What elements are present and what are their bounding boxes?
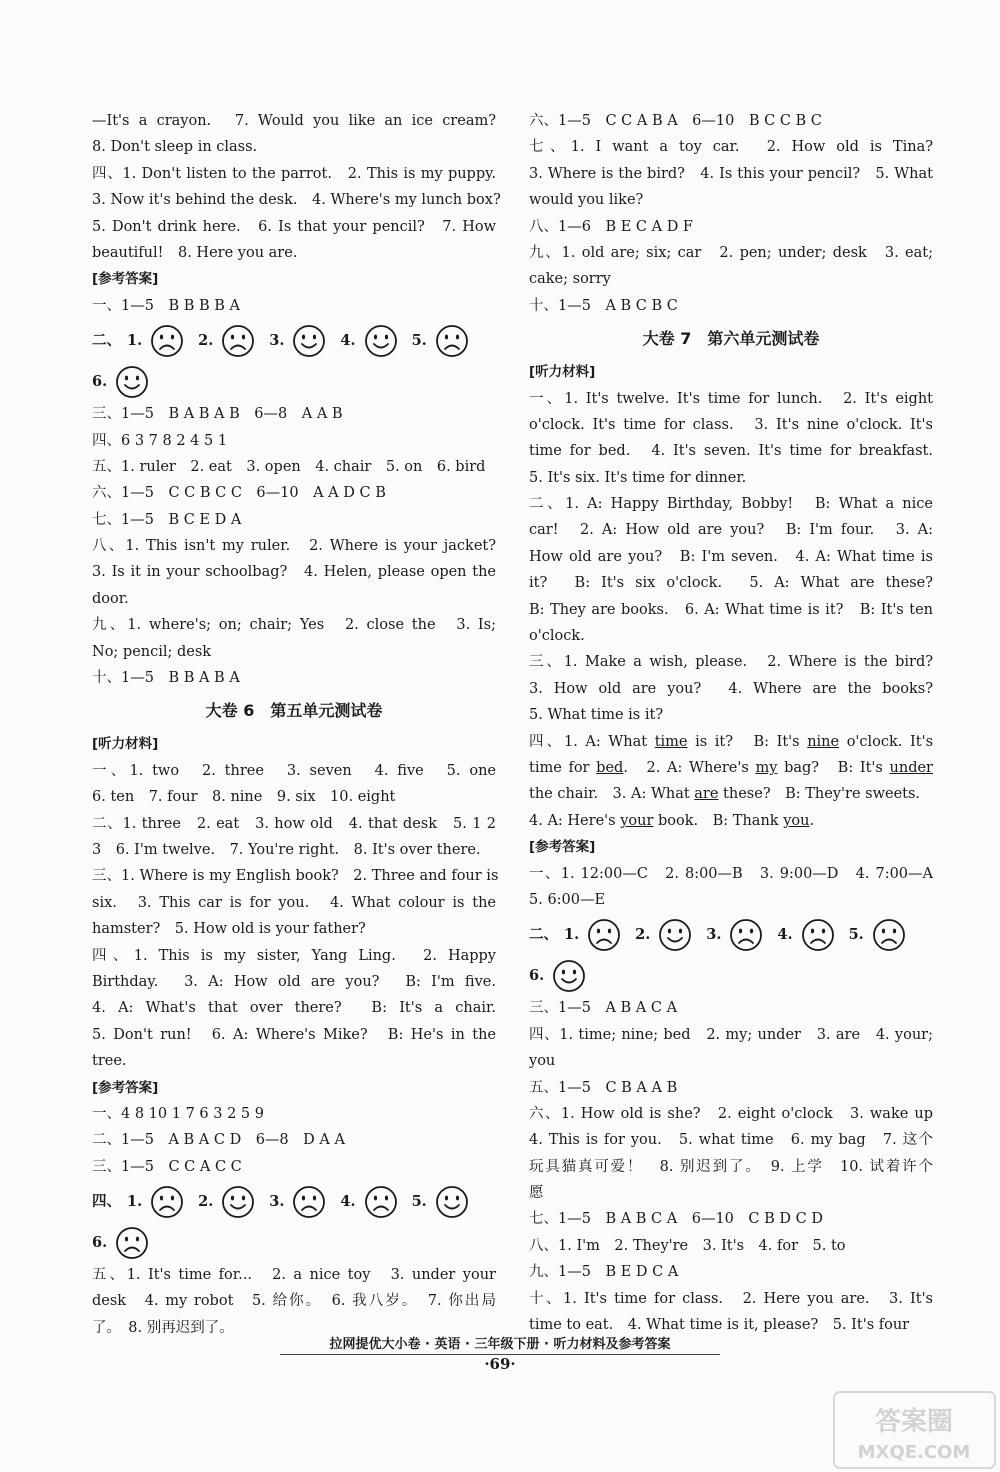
text-line: 5. What time is it?	[529, 707, 664, 724]
underlined-word: my	[755, 759, 778, 776]
text-line: 九、1. where's; on; chair; Yes 2. close the 3. Is;	[92, 617, 496, 634]
text-line: would you like?	[529, 192, 644, 209]
text-line: 三、1—5 B A B A B 6—8 A A B	[92, 406, 343, 423]
face-item	[706, 918, 763, 952]
answers-label: [参考答案]	[92, 1079, 159, 1096]
text-line: 五、1. It's time for... 2. a nice toy 3. under your	[92, 1267, 496, 1284]
text-line: 二、1—5 A B A C D 6—8 D A A	[92, 1132, 345, 1149]
faces-label: 二、	[529, 926, 558, 944]
svg-text:MXQE.COM: MXQE.COM	[857, 1442, 971, 1463]
text-line: 4. A: What's that over there? B: It's a chair.	[92, 1000, 496, 1017]
face-number: 2.	[198, 331, 214, 349]
text-line: beautiful! 8. Here you are.	[92, 244, 298, 261]
text-line: 3. How old are you? 4. Where are the books?	[529, 680, 933, 697]
underlined-word: bed	[596, 759, 624, 776]
text-line: 十、1—5 B B A B A	[92, 670, 240, 687]
text-line: —It's a crayon. 7. Would you like an ice cream?	[92, 113, 496, 129]
text-segment: these? B: They're sweets.	[718, 786, 921, 803]
watermark-logo	[832, 1390, 997, 1470]
text-line: 四、1. time; nine; bed 2. my; under 3. are 4. your;	[529, 1026, 933, 1043]
unit-title: 大卷 6 第五单元测试卷	[205, 701, 383, 721]
text-segment: .	[809, 812, 815, 829]
text-line	[529, 808, 933, 834]
happy-face-icon	[221, 1185, 255, 1219]
text-line: 七、1—5 B C E D A	[92, 511, 242, 528]
text-line: 六、1—5 C C B C C 6—10 A A D C B	[92, 485, 386, 502]
sad-face-icon	[872, 918, 906, 952]
text-line: 8. Don't sleep in class.	[92, 139, 258, 156]
text-line	[529, 781, 933, 807]
text-line: 八、1—6 B E C A D F	[529, 218, 693, 235]
text-line: 三、1. Make a wish, please. 2. Where is the bird?	[529, 654, 933, 671]
text-line: it? B: It's six o'clock. 5. A: What are these?	[529, 575, 933, 592]
text-segment: 4. A: Here's	[529, 812, 621, 829]
text-segment: is it? B: It's	[687, 733, 808, 750]
face-item	[777, 918, 834, 952]
text-line: 三、1—5 A B A C A	[529, 1000, 678, 1017]
text-line: 5. It's six. It's time for dinner.	[529, 469, 747, 486]
text-line: six. 3. This car is for you. 4. What colour is the	[92, 894, 496, 911]
face-item	[127, 324, 184, 358]
text-line: 一、4 8 10 1 7 6 3 2 5 9	[92, 1105, 264, 1122]
sad-face-icon	[150, 1185, 184, 1219]
happy-face-icon	[552, 959, 586, 993]
text-line: B: They are books. 6. A: What time is it? B: It's ten	[529, 601, 933, 618]
text-line: door.	[92, 590, 129, 607]
face-item	[269, 324, 326, 358]
face-number: 4.	[340, 1192, 356, 1210]
text-line: 四、1. This is my sister, Yang Ling. 2. Happy	[92, 947, 496, 964]
text-line: time for bed. 4. It's seven. It's time for breakfast.	[529, 443, 933, 460]
sad-face-icon	[221, 324, 255, 358]
footer-text: 拉网提优大小卷 · 英语 · 三年级下册 · 听力材料及参考答案	[329, 1337, 671, 1352]
underlined-word: are	[694, 786, 719, 803]
face-number: 5.	[411, 331, 427, 349]
sad-face-icon	[587, 918, 621, 952]
face-item	[529, 959, 586, 993]
underlined-word: your	[620, 812, 654, 829]
face-item	[92, 365, 149, 399]
face-item	[269, 1185, 326, 1219]
text-line: No; pencil; desk	[92, 643, 212, 660]
text-segment: . 2. A: Where's	[623, 759, 756, 776]
sad-face-icon	[150, 324, 184, 358]
underlined-word: nine	[807, 733, 840, 750]
text-line: 二、1. A: Happy Birthday, Bobby! B: What a nice	[529, 496, 933, 513]
face-number: 1.	[564, 926, 580, 944]
u5_faces-extra-row	[92, 363, 496, 401]
face-item	[564, 918, 621, 952]
left-column	[92, 108, 501, 1341]
text-line: 5. Don't drink here. 6. Is that your pencil? 7. How	[92, 218, 496, 235]
right-column	[529, 108, 933, 1338]
face-number: 1.	[127, 1192, 143, 1210]
face-number: 2.	[635, 926, 651, 944]
sad-face-icon	[435, 324, 469, 358]
face-number: 5.	[411, 1192, 427, 1210]
underlined-word: under	[889, 759, 933, 776]
face-item	[198, 324, 255, 358]
unit-title: 大卷 7 第六单元测试卷	[642, 329, 820, 349]
text-line: o'clock.	[529, 628, 585, 645]
face-item	[127, 1185, 184, 1219]
sad-face-icon	[801, 918, 835, 952]
face-number: 3.	[269, 331, 285, 349]
text-segment: bag? B: It's	[777, 759, 890, 776]
text-segment: o'clock. It's	[839, 733, 934, 750]
text-line: 五、1. ruler 2. eat 3. open 4. chair 5. on 6. bird	[92, 458, 486, 475]
face-number: 2.	[198, 1192, 214, 1210]
text-line: 三、1. Where is my English book? 2. Three and four is	[92, 868, 499, 885]
text-line: 3. Now it's behind the desk. 4. Where's my lunch box?	[92, 192, 501, 209]
text-line: 一、1. 12:00—C 2. 8:00—B 3. 9:00—D 4. 7:00—A	[529, 865, 933, 882]
happy-face-icon	[435, 1185, 469, 1219]
text-line	[529, 729, 933, 755]
face-number: 5.	[848, 926, 864, 944]
face-item	[412, 1185, 469, 1219]
text-line: 3. Where is the bird? 4. Is this your pencil? 5. What	[529, 165, 933, 182]
u6_faces-extra-row	[92, 1224, 496, 1262]
text-line: 六、1—5 C C A B A 6—10 B C C B C	[529, 113, 822, 129]
text-line: 二、1. three 2. eat 3. how old 4. that desk 5. 1 2	[92, 815, 496, 832]
text-segment: book. B: Thank	[653, 812, 784, 829]
sad-face-icon	[364, 1185, 398, 1219]
text-line: 一、1. two 2. three 3. seven 4. five 5. one	[92, 762, 496, 779]
happy-face-icon	[364, 324, 398, 358]
underlined-word: you	[783, 812, 810, 829]
text-line: 三、1—5 C C A C C	[92, 1158, 242, 1175]
face-number: 6.	[529, 967, 545, 985]
face-item	[635, 918, 692, 952]
text-line: 六、1. How old is she? 2. eight o'clock 3. wake up	[529, 1105, 933, 1122]
text-line: 了。 8. 别再迟到了。	[92, 1319, 234, 1336]
u6_faces-row	[92, 1180, 496, 1224]
sad-face-icon	[115, 1226, 149, 1260]
face-item	[412, 324, 469, 358]
text-line: hamster? 5. How old is your father?	[92, 921, 366, 938]
text-line: 四、1. Don't listen to the parrot. 2. This is my puppy.	[92, 165, 496, 182]
text-line: How old are you? B: I'm seven. 4. A: What time is	[529, 548, 933, 565]
text-line: time to eat. 4. What time is it, please? 5. It's four	[529, 1317, 910, 1334]
text-segment: time for	[529, 759, 597, 776]
face-number: 6.	[92, 1233, 108, 1251]
face-number: 4.	[777, 926, 793, 944]
page-footer	[0, 1333, 1000, 1355]
text-line: 6. ten 7. four 8. nine 9. six 10. eight	[92, 789, 396, 806]
text-line: 七、1—5 B A B C A 6—10 C B D C D	[529, 1211, 823, 1228]
text-line	[529, 755, 933, 781]
text-line: 3. Is it in your schoolbag? 4. Helen, please open the	[92, 564, 496, 581]
sad-face-icon	[292, 1185, 326, 1219]
u7_faces-extra-row	[529, 957, 933, 995]
text-line: tree.	[92, 1053, 127, 1070]
face-item	[198, 1185, 255, 1219]
face-number: 3.	[706, 926, 722, 944]
happy-face-icon	[115, 365, 149, 399]
text-line: 八、1. I'm 2. They're 3. It's 4. for 5. to	[529, 1237, 846, 1254]
text-line: 一、1—5 B B B B A	[92, 297, 240, 314]
text-line: desk 4. my robot 5. 给你。 6. 我八岁。 7. 你出局	[92, 1293, 496, 1310]
answers-label: [参考答案]	[529, 839, 596, 856]
face-item	[340, 324, 397, 358]
text-line: 一、1. It's twelve. It's time for lunch. 2. It's eight	[529, 390, 933, 407]
face-number: 6.	[92, 372, 108, 390]
listening-label: [听力材料]	[92, 736, 159, 753]
happy-face-icon	[292, 324, 326, 358]
happy-face-icon	[658, 918, 692, 952]
face-item	[92, 1226, 149, 1260]
answers-label: [参考答案]	[92, 271, 159, 288]
u7_faces-row	[529, 913, 933, 957]
text-line: you	[529, 1053, 556, 1070]
faces-label: 四、	[92, 1192, 121, 1210]
text-line: Birthday. 3. A: How old are you? B: I'm five.	[92, 973, 496, 990]
face-number: 1.	[127, 331, 143, 349]
underlined-word: time	[654, 733, 688, 750]
svg-text:答案圈: 答案圈	[874, 1407, 954, 1437]
text-line: 十、1. It's time for class. 2. Here you are. 3. It's	[529, 1290, 933, 1307]
text-line: 5. Don't run! 6. A: Where's Mike? B: He's in the	[92, 1026, 496, 1043]
text-line: 七、1. I want a toy car. 2. How old is Tina?	[529, 139, 933, 156]
text-line: 十、1—5 A B C B C	[529, 297, 678, 314]
text-line: 八、1. This isn't my ruler. 2. Where is your jacket?	[92, 538, 496, 555]
text-line: 5. 6:00—E	[529, 891, 606, 908]
text-line: 愿	[529, 1185, 544, 1202]
text-segment: the chair. 3. A: What	[529, 786, 695, 803]
text-line: 3 6. I'm twelve. 7. You're right. 8. It's over there.	[92, 841, 481, 858]
text-line: 五、1—5 C B A A B	[529, 1079, 678, 1096]
text-line: car! 2. A: How old are you? B: I'm four. 3. A:	[529, 522, 933, 539]
face-item	[340, 1185, 397, 1219]
sad-face-icon	[729, 918, 763, 952]
text-line: 九、1—5 B E D C A	[529, 1264, 679, 1281]
text-line: 4. This is for you. 5. what time 6. my bag 7. 这个	[529, 1132, 933, 1149]
page-number: ·69·	[484, 1355, 516, 1373]
u5_faces-row	[92, 319, 496, 363]
face-number: 4.	[340, 331, 356, 349]
text-segment: 四、1. A: What	[529, 733, 655, 750]
listening-label: [听力材料]	[529, 364, 596, 381]
text-line: cake; sorry	[529, 271, 611, 288]
text-line: 玩具猫真可爱！ 8. 别迟到了。 9. 上学 10. 试着许个	[529, 1158, 933, 1175]
text-line: o'clock. It's time for class. 3. It's nine o'clock. It's	[529, 416, 933, 433]
face-number: 3.	[269, 1192, 285, 1210]
text-line: 九、1. old are; six; car 2. pen; under; desk 3. eat;	[529, 244, 933, 261]
faces-label: 二、	[92, 331, 121, 349]
text-line: 四、6 3 7 8 2 4 5 1	[92, 432, 228, 449]
face-item	[849, 918, 906, 952]
